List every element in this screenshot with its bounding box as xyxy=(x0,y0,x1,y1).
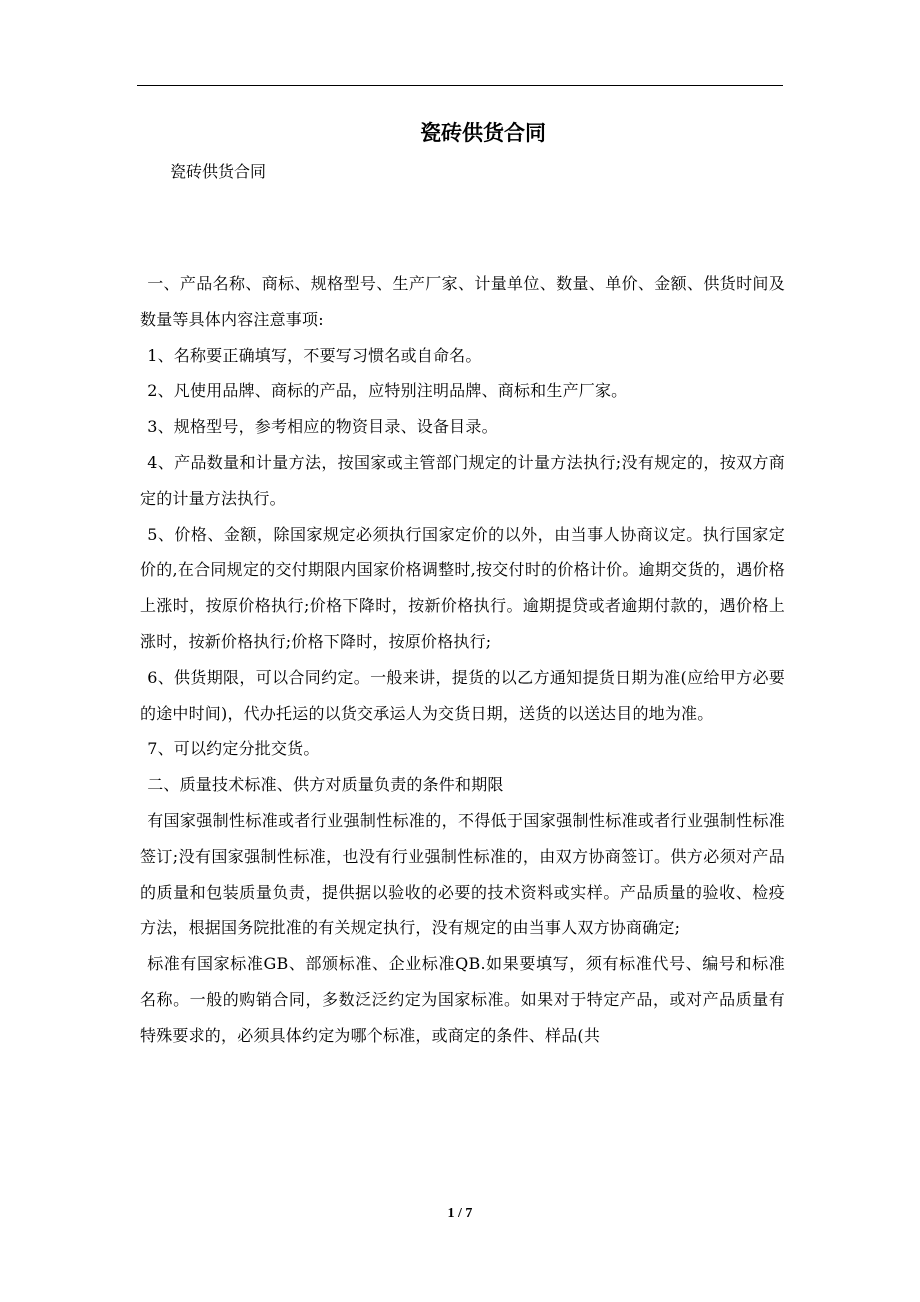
paragraph-item-4: 4、产品数量和计量方法，按国家或主管部门规定的计量方法执行;没有规定的，按双方商定的计量方法执行。 xyxy=(140,452,785,508)
paragraph-item-5: 5、价格、金额，除国家规定必须执行国家定价的以外，由当事人协商议定。执行国家定价的,在合同规定的交付期限内国家价格调整时,按交付时的价格计价。逾期交货的，遇价格上涨时，按原价格执行;价格下降时，按新价格执行。逾期提贷或者逾期付款的，遇价格上涨时，按新价格执行;价格下降时，按原价格执行; xyxy=(140,524,785,651)
document-title: 瓷砖供货合同 xyxy=(420,120,546,145)
paragraph-item-7: 7、可以约定分批交货。 xyxy=(147,739,320,759)
paragraph-standard-codes: 标准有国家标准GB、部颁标准、企业标准QB.如果要填写，须有标准代号、编号和标准名称。一般的购销合同，多数泛泛约定为国家标准。如果对于特定产品，或对产品质量有特殊要求的，必须具体约定为哪个标准，或商定的条件、样品(共 xyxy=(140,954,785,1045)
header-rule xyxy=(137,85,783,86)
page-indicator: 1 / 7 xyxy=(447,1206,473,1221)
paragraph-section-2-heading: 二、质量技术标准、供方对质量负责的条件和期限 xyxy=(147,775,504,795)
paragraph-item-2: 2、凡使用品牌、商标的产品，应特别注明品牌、商标和生产厂家。 xyxy=(147,381,628,401)
paragraph-item-1: 1、名称要正确填写，不要写习惯名或自命名。 xyxy=(147,345,482,365)
document-body xyxy=(140,266,785,1054)
document-subtitle: 瓷砖供货合同 xyxy=(170,162,267,181)
paragraph-item-3: 3、规格型号，参考相应的物资目录、设备目录。 xyxy=(147,417,498,437)
paragraph-quality-standards: 有国家强制性标准或者行业强制性标准的，不得低于国家强制性标准或者行业强制性标准签订;没有国家强制性标准，也没有行业强制性标准的，由双方协商签订。供方必须对产品的质量和包装质量负责，提供据以验收的必要的技术资料或实样。产品质量的验收、检疫方法，根据国务院批准的有关规定执行，没有规定的由当事人双方协商确定; xyxy=(140,810,785,938)
paragraph-section-1-heading: 一、产品名称、商标、规格型号、生产厂家、计量单位、数量、单价、金额、供货时间及数量等具体内容注意事项: xyxy=(140,274,785,329)
paragraph-item-6: 6、供货期限，可以合同约定。一般来讲，提货的以乙方通知提货日期为准(应给甲方必要的途中时间)，代办托运的以货交承运人为交货日期，送货的以送达目的地为准。 xyxy=(140,667,785,723)
